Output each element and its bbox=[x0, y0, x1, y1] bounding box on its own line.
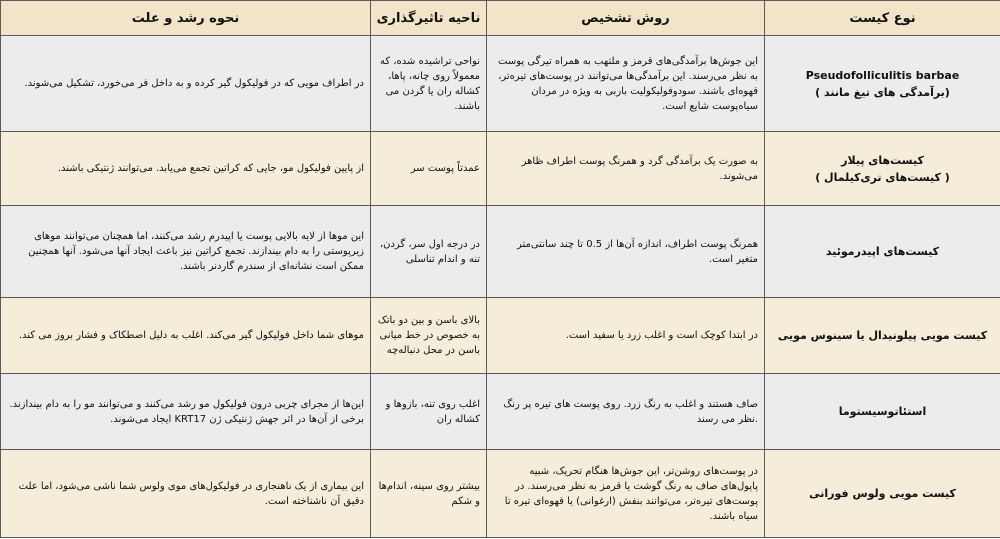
table-row bbox=[1, 374, 1000, 450]
growth-cell: این‌ها از مجرای چربی درون فولیکول مو رشد می‌کنند و می‌توانند مو را به دام بیندازند. برخی از آن‌ها در اثر جهش ژنتیکی ژن KRT17 ایجاد می‌شوند. bbox=[1, 374, 371, 450]
diagnosis-cell: به صورت یک برآمدگی گرد و همرنگ پوست اطراف ظاهر می‌شوند. bbox=[487, 132, 765, 206]
area-cell: بیشتر روی سینه، اندام‌ها و شکم bbox=[371, 450, 487, 538]
cyst-type-persian: (برآمدگی های تیغ مانند ) bbox=[815, 85, 950, 99]
growth-cell: این موها از لایه بالایی پوست یا اپیدرم رشد می‌کنند، اما همچنان می‌توانند موهای زیرپوستی را به دام بیندازند. تجمع کراتین نیز باعث ایجاد آنها می‌شود. آنها همچنین ممکن است نشانه‌ای از سندرم گاردنر باشند. bbox=[1, 206, 371, 298]
table-row bbox=[1, 36, 1000, 132]
growth-cell: از پایین فولیکول مو، جایی که کراتین تجمع می‌یابد. می‌توانند ژنتیکی باشند. bbox=[1, 132, 371, 206]
table-row bbox=[1, 450, 1000, 538]
header-row bbox=[1, 1, 1000, 36]
area-cell: عمدتاً پوست سر bbox=[371, 132, 487, 206]
growth-cell: در اطراف مویی که در فولیکول گیر کرده و به داخل فر می‌خورد، تشکیل می‌شوند. bbox=[1, 36, 371, 132]
area-cell: اغلب روی تنه، بازوها و کشاله ران bbox=[371, 374, 487, 450]
cyst-type-english: Pseudofolliculitis barbae bbox=[805, 68, 960, 82]
header-affected-area: ناحیه تاثیرگذاری bbox=[371, 1, 487, 36]
table-row bbox=[1, 298, 1000, 374]
diagnosis-cell: در ابتدا کوچک است و اغلب زرد یا سفید است. bbox=[487, 298, 765, 374]
cyst-type-cell: استئاتوسیستوما bbox=[765, 374, 1000, 450]
header-growth-and-cause: نحوه رشد و علت bbox=[1, 1, 371, 36]
cyst-type-cell bbox=[765, 132, 1000, 206]
area-cell: نواحی تراشیده شده، که معمولاً روی چانه، پاها، کشاله ران یا گردن می باشند. bbox=[371, 36, 487, 132]
header-diagnosis-method: روش تشخیص bbox=[487, 1, 765, 36]
cyst-type-cell: کیست مویی پیلونیدال یا سینوس مویی bbox=[765, 298, 1000, 374]
cyst-type-cell bbox=[765, 36, 1000, 132]
cyst-type-cell: کیست‌های اپیدرموئید bbox=[765, 206, 1000, 298]
diagnosis-cell: در پوست‌های روشن‌تر، این جوش‌ها هنگام تحریک، شبیه پاپول‌های صاف به رنگ گوشت یا قرمز به نظر می‌رسند. در پوست‌های تیره‌تر، می‌توانند بنفش (ارغوانی) یا قهوه‌ای تیره تا سیاه باشند. bbox=[487, 450, 765, 538]
cyst-type-cell: کیست مویی ولوس فورانی bbox=[765, 450, 1000, 538]
cyst-type-persian: کیست‌های پیلار bbox=[841, 153, 924, 167]
diagnosis-cell: همرنگ پوست اطراف، اندازه آن‌ها از 0.5 تا چند سانتی‌متر متغیر است. bbox=[487, 206, 765, 298]
area-cell: بالای باسن و بین دو باتک به خصوص در خط میانی باسن در محل دنباله‌چه bbox=[371, 298, 487, 374]
growth-cell: این بیماری از یک ناهنجاری در فولیکول‌های موی ولوس شما ناشی می‌شود، اما علت دقیق آن ناشناخته است. bbox=[1, 450, 371, 538]
table-row bbox=[1, 132, 1000, 206]
area-cell: در درجه اول سر، گردن، تنه و اندام تناسلی bbox=[371, 206, 487, 298]
cyst-type-alt-name: ( کیست‌های تری‌کیلمال ) bbox=[815, 170, 950, 184]
header-cyst-type: نوع کیست bbox=[765, 1, 1000, 36]
diagnosis-cell: این جوش‌ها برآمدگی‌های قرمز و ملتهب به همراه تیرگی پوست به نظر می‌رسند. این برآمدگی‌ها می‌توانند در پوست‌های تیره‌تر، قهوه‌ای باشند. سودوفولیکولیت باربی به ویژه در مردان سیاه‌پوست شایع است. bbox=[487, 36, 765, 132]
diagnosis-cell: صاف هستند و اغلب به رنگ زرد. روی پوست های تیره پر رنگ .نظر می رسند bbox=[487, 374, 765, 450]
table-row bbox=[1, 206, 1000, 298]
growth-cell: موهای شما داخل فولیکول گیر می‌کند. اغلب به دلیل اصطکاک و فشار بروز می کند. bbox=[1, 298, 371, 374]
